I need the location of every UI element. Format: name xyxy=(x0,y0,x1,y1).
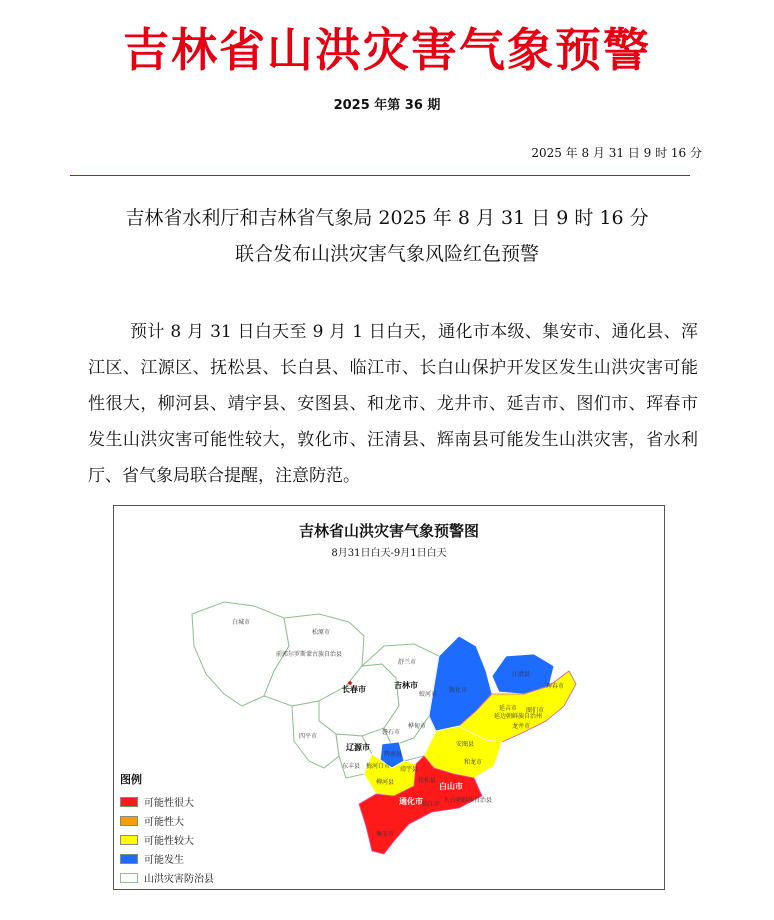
label-changbai: 长白朝鲜族自治县 xyxy=(444,797,493,804)
legend-label: 可能性大 xyxy=(144,817,184,828)
label-jilin: 吉林市 xyxy=(394,681,418,690)
label-fusong: 抚松县 xyxy=(418,777,437,784)
legend-label: 可能性很大 xyxy=(144,798,194,809)
legend-title: 图例 xyxy=(120,773,142,786)
legend-swatch-yellow xyxy=(120,835,138,845)
label-panshi: 磐石市 xyxy=(382,729,401,736)
notice-body: 预计 8 月 31 日白天至 9 月 1 日白天，通化市本级、集安市、通化县、浑江区、江源区、抚松县、长白县、临江市、长白山保护开发区发生山洪灾害可能性很大，柳河县、靖宇县、安图县、和龙市、龙井市、延吉市、图们市、珲春市发生山洪灾害可能性较大，敦化市、汪清县、辉南县可能发生山洪灾害，省水利厅、省气象局联合提醒，注意防范。 xyxy=(88,322,698,486)
label-yanji: 延吉市 xyxy=(499,705,518,712)
notice-heading-line1: 吉林省水利厅和吉林省气象局 2025 年 8 月 31 日 9 时 16 分 xyxy=(125,207,649,229)
issue-datetime: 2025 年 8 月 31 日 9 时 16 分 xyxy=(531,146,702,160)
legend-swatch-blue xyxy=(120,854,138,864)
label-dunhua: 敦化市 xyxy=(449,687,468,694)
label-liuhe: 柳河县 xyxy=(376,779,395,786)
label-jiaohe: 蛟河市 xyxy=(419,691,438,698)
map-title: 吉林省山洪灾害气象预警图 xyxy=(298,522,479,540)
changchun-marker xyxy=(348,681,352,685)
label-huinan: 辉南县 xyxy=(384,751,403,758)
label-shulan: 舒兰市 xyxy=(398,659,417,666)
label-antu: 安图县 xyxy=(456,741,475,748)
label-meihekou: 梅河口市 xyxy=(366,763,391,770)
document-title: 吉林省山洪灾害气象预警 xyxy=(123,23,651,77)
legend-item-prevention-county xyxy=(120,868,214,887)
label-wangqing: 汪清县 xyxy=(512,671,531,678)
label-changchun: 长春市 xyxy=(342,685,366,694)
label-baicheng: 白城市 xyxy=(232,619,251,626)
notice-heading-line2: 联合发布山洪灾害气象风险红色预警 xyxy=(234,243,539,265)
label-yanbian: 延边朝鲜族自治州 xyxy=(494,713,543,720)
legend-swatch-white xyxy=(120,873,138,883)
issue-number: 2025 年第 36 期 xyxy=(333,98,441,113)
legend-label: 可能发生 xyxy=(144,855,184,866)
label-helong: 和龙市 xyxy=(464,759,483,766)
label-dongfeng: 东丰县 xyxy=(342,763,361,770)
legend-swatch-orange xyxy=(120,816,138,826)
map-legend xyxy=(120,771,214,887)
label-qiangorlos: 前郭尔罗斯蒙古族自治县 xyxy=(276,651,343,658)
warning-map xyxy=(113,505,665,890)
legend-label: 可能性较大 xyxy=(144,836,194,847)
label-longjing: 龙井市 xyxy=(512,723,531,730)
label-hunchun: 珲春市 xyxy=(546,683,565,690)
legend-item-possible xyxy=(120,849,214,868)
legend-item-very-high xyxy=(120,792,214,811)
label-linjiang: 临江市 xyxy=(422,801,441,808)
header-divider xyxy=(70,175,690,176)
legend-label: 山洪灾害防治县 xyxy=(144,874,214,885)
map-subtitle: 8月31日白天-9月1日白天 xyxy=(331,548,447,559)
label-tonghua: 通化市 xyxy=(399,797,423,806)
label-baishan: 白山市 xyxy=(439,782,463,791)
label-jian: 集安市 xyxy=(376,831,395,838)
legend-item-relatively-high xyxy=(120,830,214,849)
legend-swatch-red xyxy=(120,797,138,807)
label-tumen: 图们市 xyxy=(526,707,545,714)
legend-item-high xyxy=(120,811,214,830)
label-liaoyuan: 辽源市 xyxy=(346,743,370,752)
label-huadian: 桦甸市 xyxy=(408,723,427,730)
label-jingyu: 靖宇县 xyxy=(400,766,419,773)
label-songyuan: 松原市 xyxy=(312,629,331,636)
label-siping: 四平市 xyxy=(299,733,318,740)
